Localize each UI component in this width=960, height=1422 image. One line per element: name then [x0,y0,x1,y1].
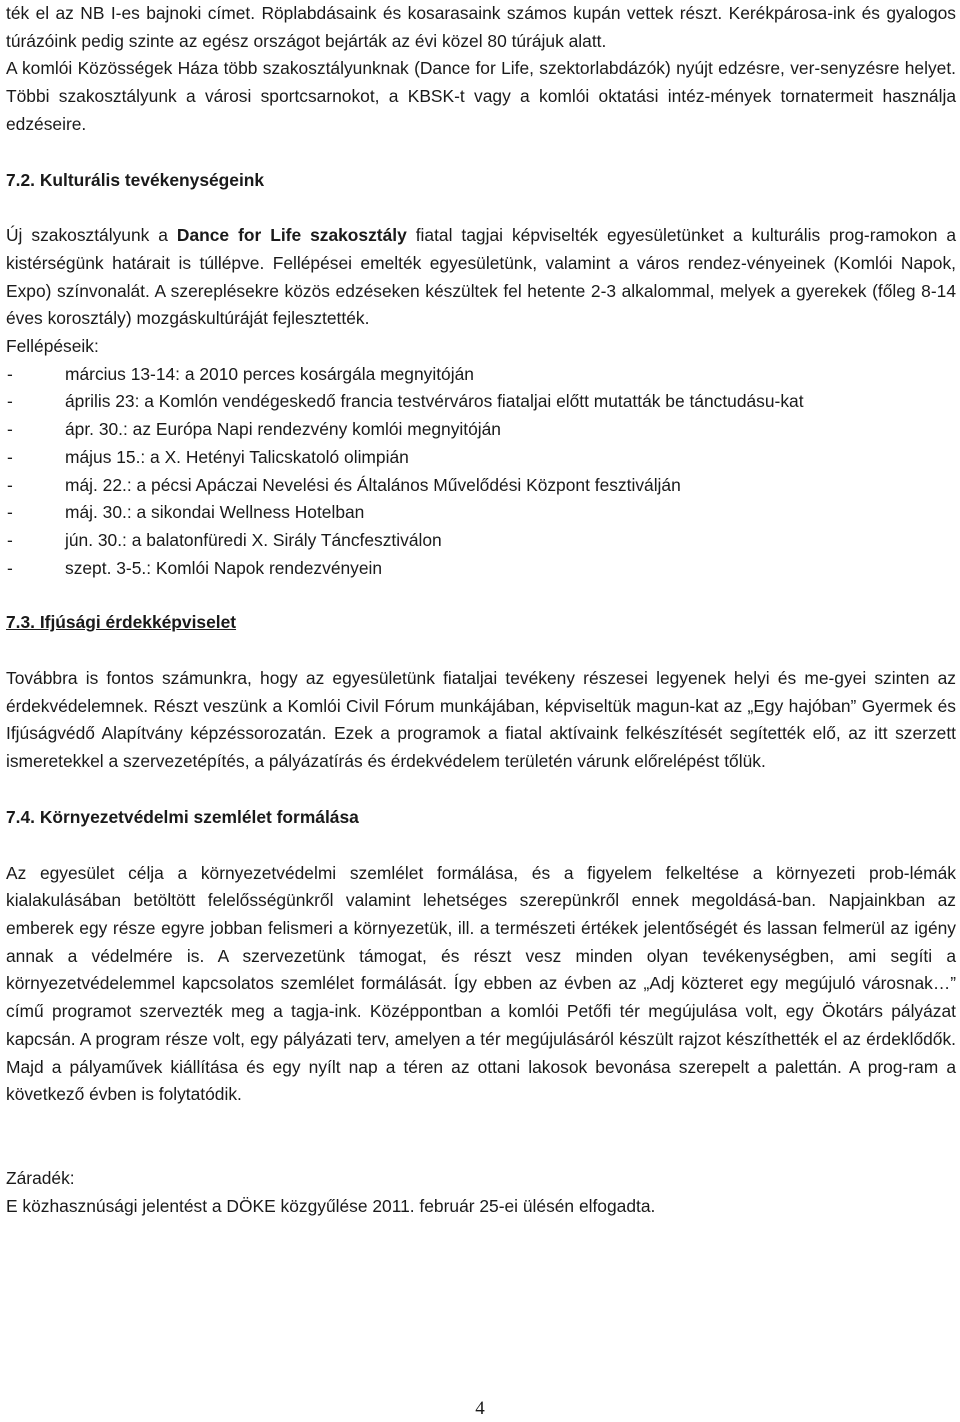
section-7-2-heading: 7.2. Kulturális tevékenységeink [6,169,265,190]
performances-list [6,361,956,583]
dash-bullet: - [7,502,13,523]
dash-bullet: - [7,557,13,578]
dance-for-life-bold: Dance for Life szakosztály [176,225,407,246]
dash-bullet: - [7,474,13,495]
list-item [6,444,956,472]
list-item [6,555,956,583]
dash-bullet: - [7,529,13,550]
list-item-text: jún. 30.: a balatonfüredi X. Sirály Táncfesztiválon [65,529,442,550]
paragraph-text-end: fiatal tagjai képviselték egyesületünket a kulturális prog-ramokon a kistérségünk határait is túllépve. Fellépései emelték egyesületünk, valamint a város rendez-vényeinek (Komlói Napok, Expo) színvonalát. A szereplésekre közös edzéseken készültek fel hetente 2-3 alkalommal, melyek a gyerekek (főleg 8-14 éves korosztály) mozgáskultúráját fejlesztették. [6,225,957,329]
section-7-3-heading-text: 7.3. Ifjúsági érdekképviselet [6,612,237,633]
dash-bullet: - [7,446,13,467]
list-item [6,388,956,416]
section-7-3-paragraph: Továbbra is fontos számunkra, hogy az egyesületünk fiataljai tevékeny részesei legyenek helyi és me-gyei szinten az érdekvédelemnek. Részt veszünk a Komlói Civil Fórum munkájában, képviseltük magun-kat az „Egy hajóban” Gyermek és Ifjúságvédő Alapítvány képzéssorozatán. Ezek a programok a fiatal aktívaink felkészítését segítették elő, az itt szerzett ismeretekkel a szervezetépítés, a pályázatírás és érdekvédelem területén várunk előrelépést tőlük. [6,668,956,772]
list-item [6,499,956,527]
list-item [6,416,956,444]
dash-bullet: - [7,363,13,384]
list-item-text: máj. 22.: a pécsi Apáczai Nevelési és Általános Művelődési Központ fesztiválján [65,474,681,495]
list-item [6,361,956,389]
intro-paragraph-2: A komlói Közösségek Háza több szakosztályunknak (Dance for Life, szektorlabdázók) nyújt edzésre, ver-senyzésre helyet. Többi szakosztályunk a városi sportcsarnokot, a KBSK-t vagy a komlói oktatási intéz-mények tornatermeit használja edzéseire. [6,58,956,134]
section-7-4-heading: 7.4. Környezetvédelmi szemlélet formálása [6,806,359,827]
intro-paragraph-1: ték el az NB I-es bajnoki címet. Röplabdásaink és kosarasaink számos kupán vettek részt. Kerékpárosa-ink és gyalogos túrázóink pedig szinte az egész országot bejárták az évi közel 80 túrájuk alatt. [6,3,956,51]
section-7-4-paragraph: Az egyesület célja a környezetvédelmi szemlélet formálása, és a figyelem felkeltése a környezeti prob-lémák kialakulásában betöltött felelősségünkről valamint lehetséges szerepünkről ennek megoldásá-ban. Napjainkban az emberek egy része egyre jobban felismeri a környezetük, ill. a természeti értékek jelentőségét és lassan felmerül az igény annak a védelmére is. A szervezetünk támogat, és részt vesz minden olyan tevékenységben, ami segíti a környezetvédelemmel kapcsolatos szemlélet formálását. Így ebben az évben az „Adj közteret egy megújuló városnak…” című programot szervezték meg a tagja-ink. Középpontban a komlói Petőfi tér megújulása volt, egy Ökotárs pályázat kapcsán. A program része volt, egy pályázati terv, amelyen a tér megújulásáról készült rajzot készíthették el az érdeklődők. Majd a pályaművek kiállítása és egy nyílt nap a téren az ottani lakosok bevonása szerepelt a palettán. A prog-ram a következő évben is folytatódik. [6,862,956,1105]
list-item [6,472,956,500]
list-item-text: máj. 30.: a sikondai Wellness Hotelban [65,502,365,523]
paragraph-text-start: Új szakosztályunk a [6,225,177,246]
clause-label: Záradék: [6,1167,75,1188]
list-item-text: ápr. 30.: az Európa Napi rendezvény komlói megnyitóján [65,419,501,440]
clause-text: E közhasznúsági jelentést a DÖKE közgyűlése 2011. február 25-ei ülésén elfogadta. [6,1195,656,1216]
list-item-text: március 13-14: a 2010 perces kosárgála megnyitóján [65,363,474,384]
list-item-text: szept. 3-5.: Komlói Napok rendezvényein [65,557,383,578]
list-item [6,527,956,555]
section-7-3-heading [6,609,956,637]
performances-intro: Fellépéseik: [6,336,99,357]
intro-block [6,0,956,139]
dash-bullet: - [7,391,13,412]
list-item-text: április 23: a Komlón vendégeskedő francia testvérváros fiataljai előtt mutatták be tánctudásu-kat [65,391,804,412]
section-7-2-paragraph [6,222,956,333]
document-page [6,0,956,1220]
dash-bullet: - [7,419,13,440]
list-item-text: május 15.: a X. Hetényi Talicskatoló olimpián [65,446,409,467]
page-number: 4 [475,1398,485,1419]
